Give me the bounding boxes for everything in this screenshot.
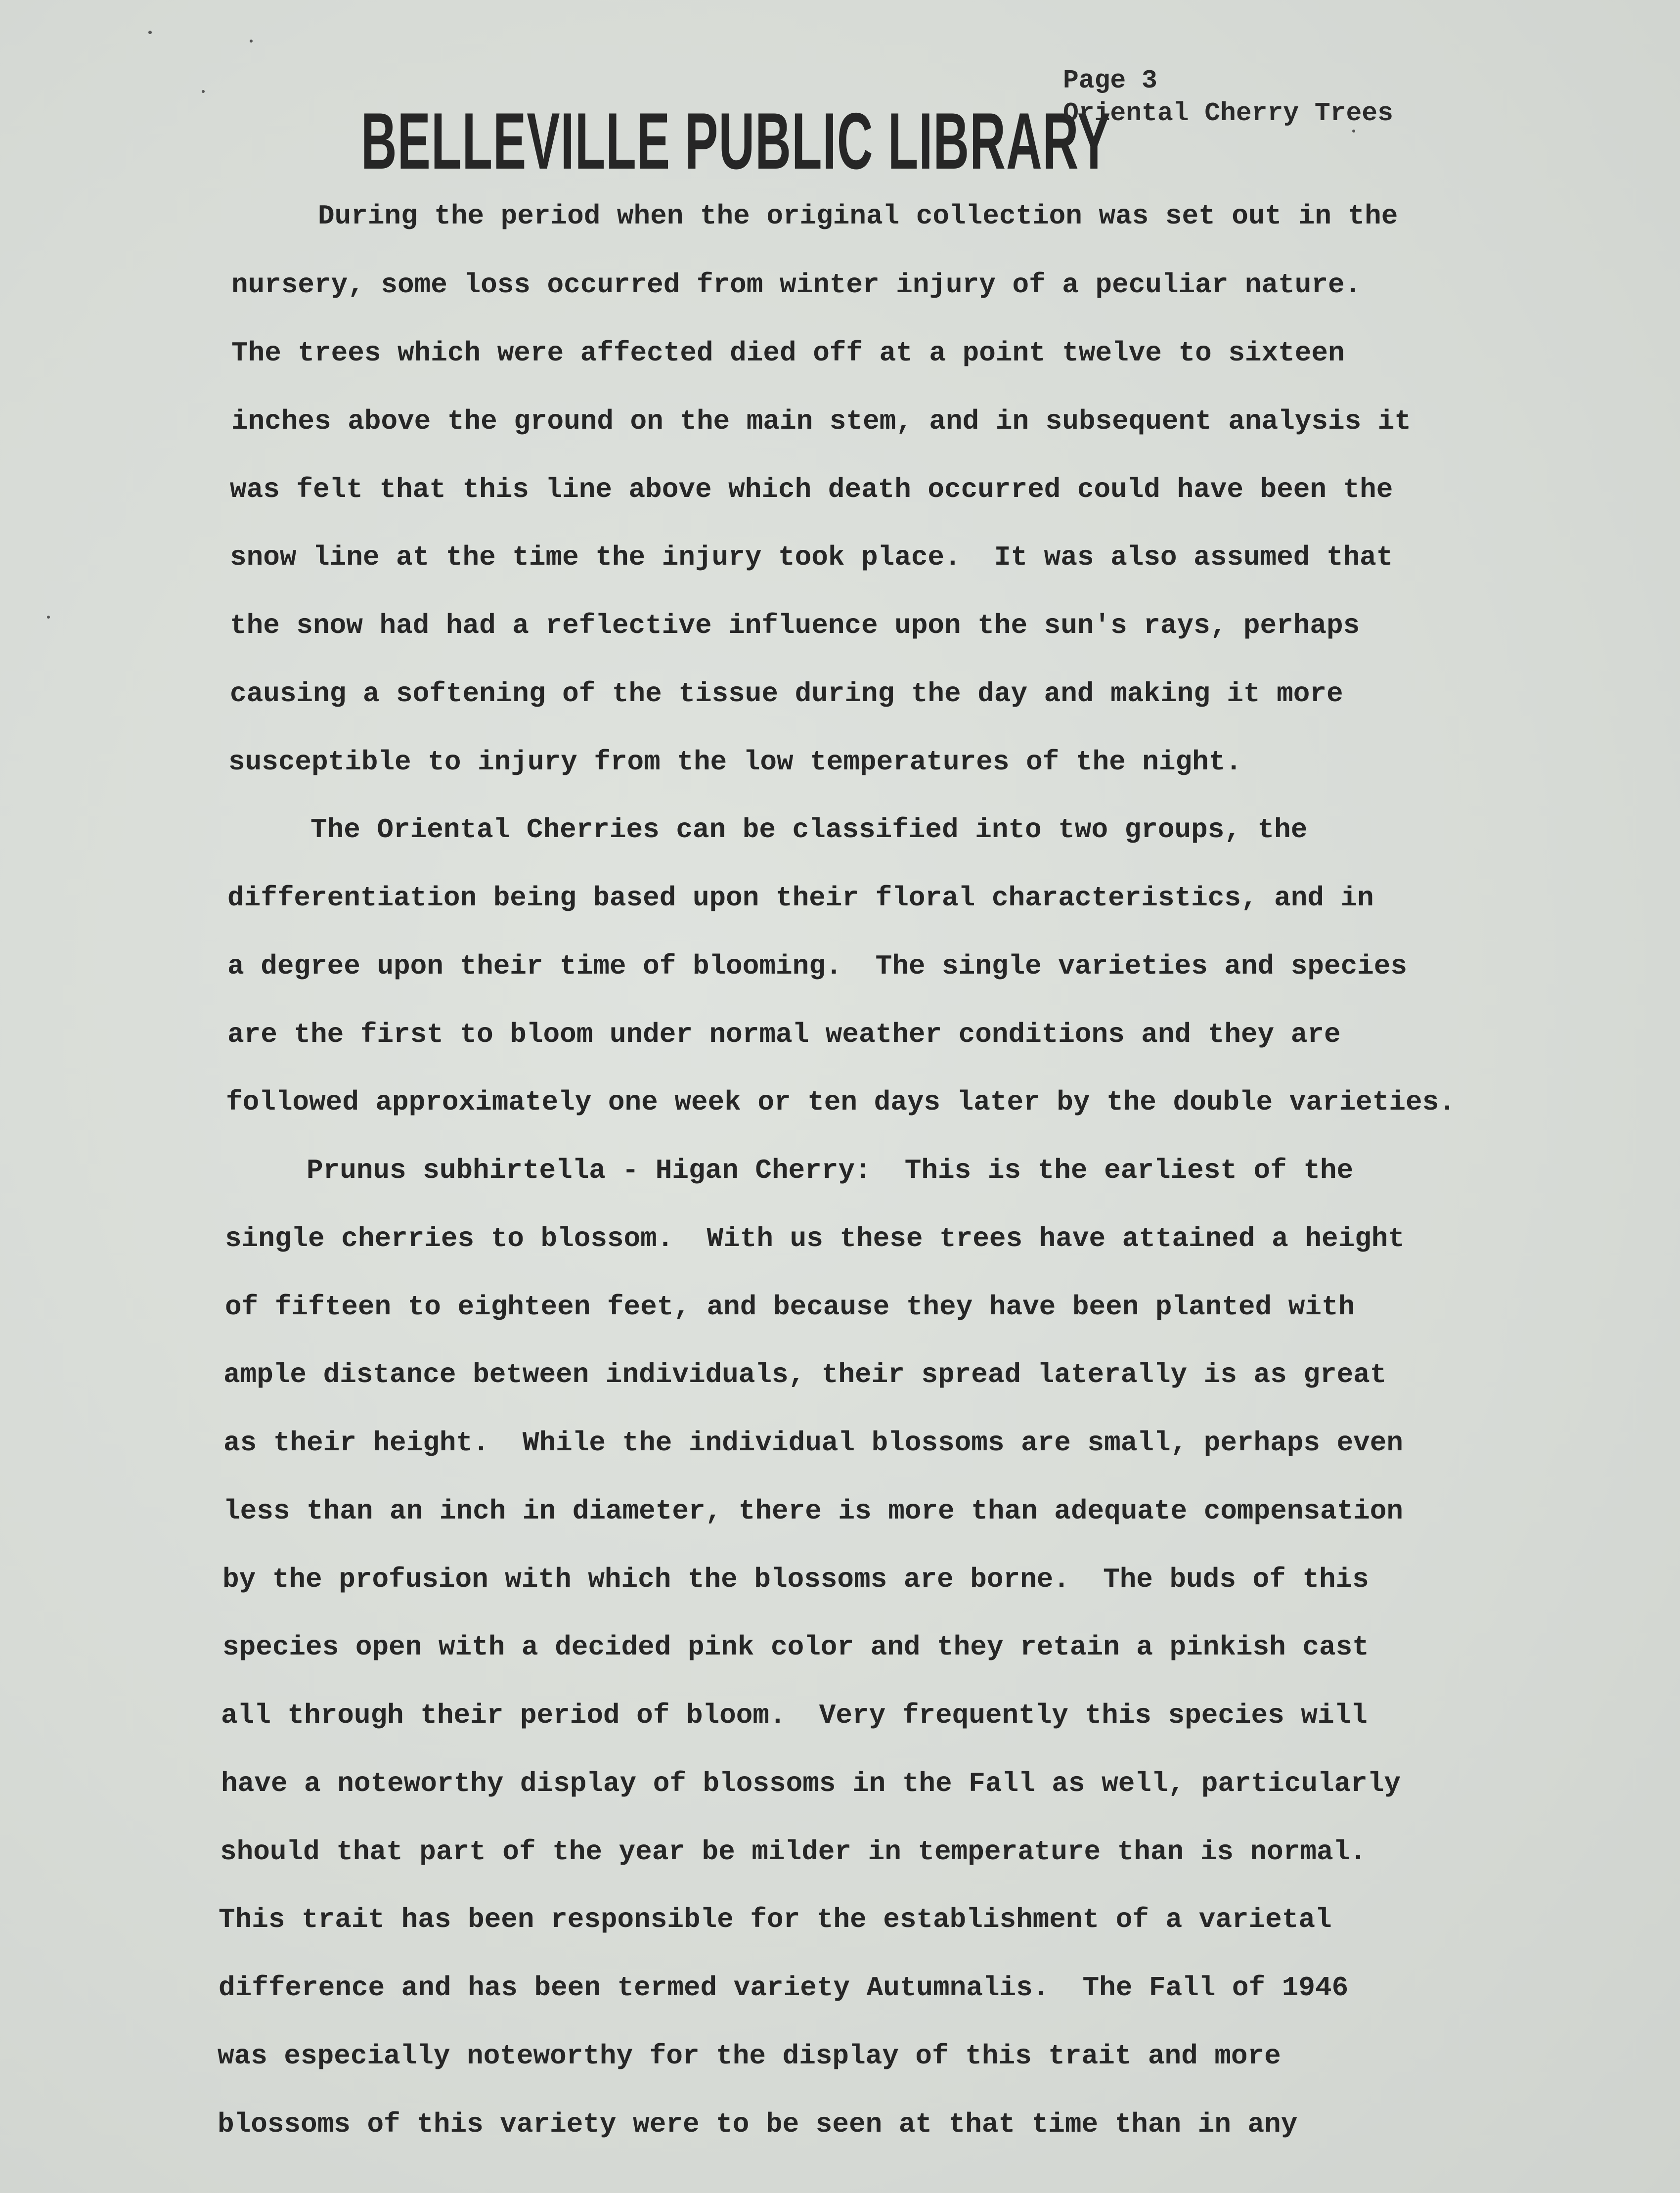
- text-line: The trees which were affected died off at a point twelve to sixteen: [231, 337, 1345, 369]
- text-line: blossoms of this variety were to be seen at that time than in any: [218, 2108, 1298, 2140]
- text-line: have a noteworthy display of blossoms in the Fall as well, particularly: [221, 1768, 1401, 1799]
- text-line: differentiation being based upon their floral characteristics, and in: [227, 882, 1374, 914]
- text-line: species open with a decided pink color and they retain a pinkish cast: [222, 1631, 1369, 1663]
- text-line: are the first to bloom under normal weather conditions and they are: [227, 1019, 1341, 1050]
- text-line: of fifteen to eighteen feet, and because they have been planted with: [225, 1291, 1355, 1323]
- paper-speck: [47, 616, 50, 619]
- text-line: as their height. While the individual blossoms are small, perhaps even: [223, 1427, 1403, 1459]
- paper-speck: [250, 40, 253, 43]
- text-line: The Oriental Cherries can be classified into two groups, the: [310, 814, 1308, 846]
- text-line: followed approximately one week or ten days later by the double varieties.: [226, 1086, 1456, 1118]
- text-line: During the period when the original collection was set out in the: [318, 200, 1398, 232]
- paper-speck: [1352, 130, 1355, 133]
- text-line: susceptible to injury from the low temperatures of the night.: [228, 746, 1242, 778]
- text-line: less than an inch in diameter, there is more than adequate compensation: [223, 1495, 1403, 1527]
- text-line: causing a softening of the tissue during the day and making it more: [230, 678, 1343, 710]
- document-title: Oriental Cherry Trees: [1063, 98, 1393, 128]
- text-line: nursery, some loss occurred from winter injury of a peculiar nature.: [231, 269, 1362, 301]
- text-line: should that part of the year be milder in temperature than is normal.: [220, 1836, 1367, 1868]
- paper-speck: [202, 90, 205, 93]
- text-line: inches above the ground on the main stem, and in subsequent analysis it: [231, 405, 1411, 437]
- text-line: was felt that this line above which death occurred could have been the: [230, 474, 1393, 505]
- text-line: difference and has been termed variety Autumnalis. The Fall of 1946: [219, 1972, 1349, 2004]
- text-line: ample distance between individuals, their spread laterally is as great: [223, 1359, 1387, 1390]
- text-line: single cherries to blossom. With us these trees have attained a height: [225, 1223, 1405, 1254]
- text-line: a degree upon their time of blooming. The single varieties and species: [227, 950, 1407, 982]
- text-line: This trait has been responsible for the establishment of a varietal: [219, 1904, 1332, 1935]
- page-header: [1063, 64, 1393, 130]
- text-line: was especially noteworthy for the display of this trait and more: [218, 2040, 1281, 2072]
- text-line: snow line at the time the injury took place. It was also assumed that: [230, 541, 1393, 573]
- text-line: all through their period of bloom. Very frequently this species will: [221, 1700, 1368, 1731]
- text-line: by the profusion with which the blossoms are borne. The buds of this: [222, 1564, 1369, 1595]
- text-line: the snow had had a reflective influence upon the sun's rays, perhaps: [230, 610, 1360, 641]
- text-line: Prunus subhirtella - Higan Cherry: This is the earliest of the: [307, 1155, 1354, 1186]
- page-number: Page 3: [1063, 66, 1157, 95]
- library-stamp: BELLEVILLE PUBLIC LIBRARY: [361, 96, 1111, 186]
- paper-speck: [148, 31, 152, 34]
